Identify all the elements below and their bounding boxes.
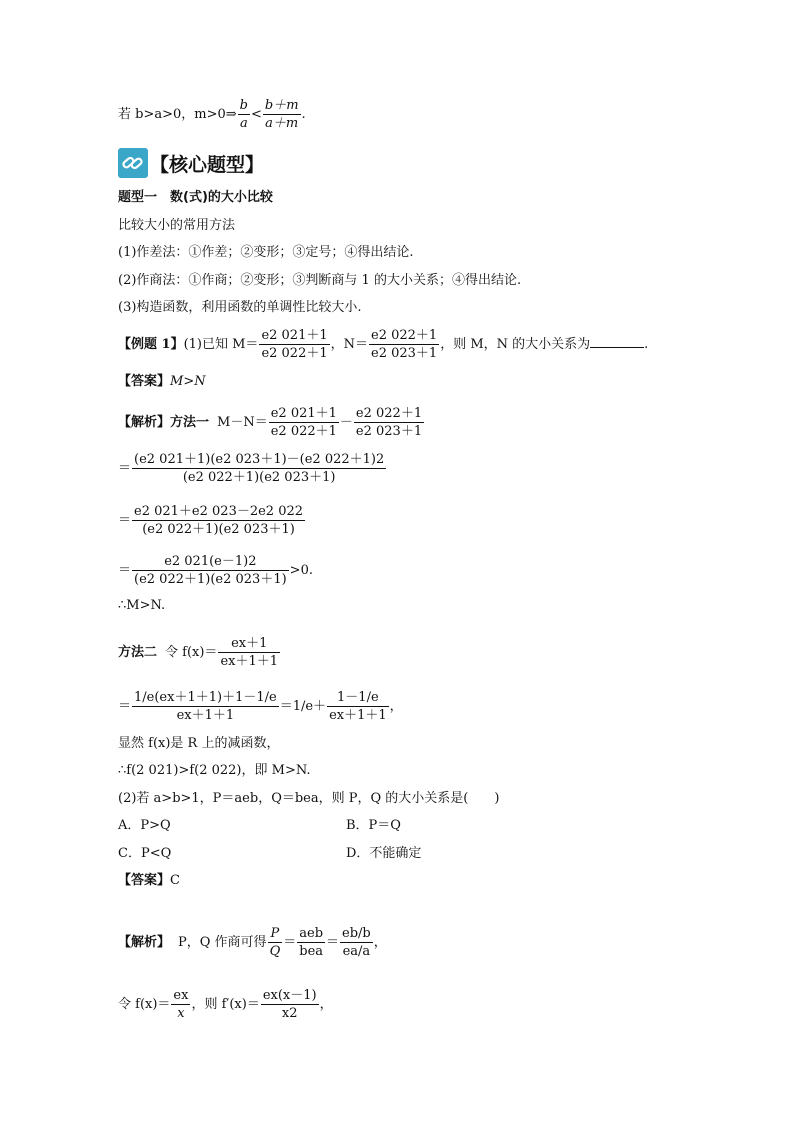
fraction: $\frac{(e2 021+1)(e2 023+1)-(e2 022+1)2}{(e2 022+1)(e2 023+1)}$ [134, 452, 385, 485]
method-item: (3)构造函数，利用函数的单调性比较大小. [118, 300, 362, 315]
fraction: $\frac{ex}{x}$ [173, 988, 189, 1021]
step-3: ＝ $\frac{e2 021(e-1)2}{(e2 022+1)(e2 023+1)}$ >0. [118, 554, 313, 587]
conclusion-2: ∴f(2 021)>f(2 022)，即 M>N. [118, 763, 311, 778]
document-page [118, 0, 738, 1122]
option-c: C．P<Q [118, 846, 172, 861]
method-item: (2)作商法：①作商；②变形；③判断商与 1 的大小关系；④得出结论. [118, 273, 522, 288]
step-2: ＝ $\frac{e2 021+e2 023-2e2 022}{(e2 022+1)(e2 023+1)}$ [118, 504, 304, 537]
fraction: $\frac{P}{Q}$ [269, 926, 281, 959]
section-title: 【核心题型】 [150, 154, 265, 176]
methods-heading: 比较大小的常用方法 [118, 218, 236, 233]
answer-line-2: 【答案】C [118, 873, 180, 888]
conclusion-1: ∴M>N. [118, 598, 166, 613]
fraction: $\frac{b}{a}$ [239, 98, 248, 131]
example-1-question: 【例题 1】(1)已知 M＝ $\frac{e2 021+1}{e2 022+1}$ ，N＝ $\frac{e2 022+1}{e2 023+1}$ ，则 M，N 的大小关系为 . [118, 328, 649, 361]
fraction: $\frac{e2 022+1}{e2 023+1}$ [355, 406, 423, 439]
solution-method-2: 方法二 令 f(x)＝ $\frac{ex+1}{ex+1+1}$ [118, 636, 279, 669]
fraction: $\frac{ex(x-1)}{x2}$ [262, 988, 317, 1021]
fraction: $\frac{ex+1}{ex+1+1}$ [220, 636, 279, 669]
fraction: $\frac{eb/b}{ea/a}$ [342, 926, 371, 959]
solution-2: 【解析】 P，Q 作商可得 $\frac{P}{Q}$ ＝ $\frac{\text{aeb}}{\text{bea}}$ ＝ $\frac{eb/b}{ea/a}$ ， [118, 926, 387, 959]
option-d: D．不能确定 [346, 846, 422, 861]
fraction: $\frac{\text{aeb}}{\text{bea}}$ [299, 926, 324, 959]
fraction-m: $\frac{e2 021+1}{e2 022+1}$ [261, 328, 328, 361]
answer-line: 【答案】M>N [118, 374, 206, 389]
monotonic-note: 显然 f(x)是 R 上的减函数， [118, 736, 280, 751]
intro-inequality: 若 b>a>0，m>0⇒ $\frac{b}{a}$ < $\frac{b+m}{a+m}$ . [118, 98, 306, 131]
fraction: $\frac{b+m}{a+m}$ [264, 98, 299, 131]
step-4: ＝ $\frac{1/e(ex+1+1)+1-1/e}{ex+1+1}$ ＝1/e＋ $\frac{1-1/e}{ex+1+1}$ ， [118, 690, 403, 723]
fraction: $\frac{e2 021+e2 023-2e2 022}{(e2 022+1)(e2 023+1)}$ [134, 504, 304, 537]
topic-heading: 题型一 数(式)的大小比较 [118, 190, 273, 205]
example-1-part-2: (2)若 a>b>1，P＝aeb，Q＝bea，则 P，Q 的大小关系是( ) [118, 791, 500, 806]
solution-method-1: 【解析】方法一 M－N＝ $\frac{e2 021+1}{e2 022+1}$ － $\frac{e2 022+1}{e2 023+1}$ [118, 406, 423, 439]
fraction: $\frac{1-1/e}{ex+1+1}$ [329, 690, 387, 723]
step-1: ＝ $\frac{(e2 021+1)(e2 023+1)-(e2 022+1)2}{(e2 022+1)(e2 023+1)}$ [118, 452, 385, 485]
fraction: $\frac{e2 021(e-1)2}{(e2 022+1)(e2 023+1)}$ [134, 554, 287, 587]
fraction: $\frac{1/e(ex+1+1)+1-1/e}{ex+1+1}$ [134, 690, 277, 723]
answer-blank [590, 335, 644, 348]
fraction: $\frac{e2 021+1}{e2 022+1}$ [270, 406, 337, 439]
fraction-n: $\frac{e2 022+1}{e2 023+1}$ [371, 328, 438, 361]
method-item: (1)作差法：①作差；②变形；③定号；④得出结论. [118, 245, 414, 260]
derivative-line: 令 f(x)＝ $\frac{ex}{x}$ ，则 f′(x)＝ $\frac{ex(x-1)}{x2}$ ， [118, 988, 333, 1021]
link-icon [118, 148, 148, 178]
option-a: A．P>Q [118, 818, 171, 833]
option-b: B．P＝Q [346, 818, 401, 833]
